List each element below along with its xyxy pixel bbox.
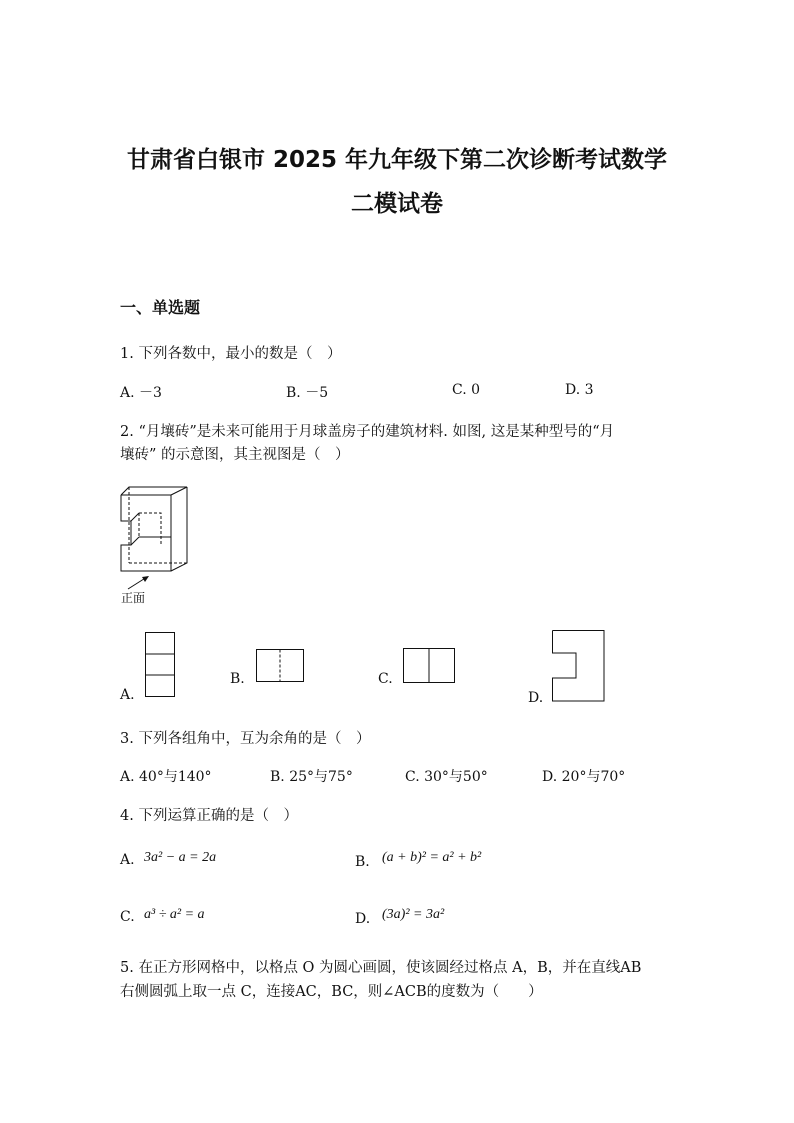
q3-option-b: B. 25°与75°	[270, 769, 353, 785]
document-title-line1: 甘肃省白银市 2025 年九年级下第二次诊断考试数学	[126, 147, 668, 173]
q1-option-b: B. －5	[286, 385, 329, 401]
q4-option-b-label: B.	[355, 854, 370, 870]
q2-option-b-label: B.	[230, 671, 245, 687]
document-title-line2: 二模试卷	[351, 191, 443, 217]
q1-stem: 1. 下列各数中，最小的数是（ ）	[120, 346, 342, 362]
q2-stem-line2: 壤砖” 的示意图，其主视图是（ ）	[120, 447, 350, 463]
q2-option-d-label: D.	[528, 690, 544, 706]
q5-stem-line2: 右侧圆弧上取一点 C，连接AC，BC，则∠ACB的度数为（ ）	[120, 984, 543, 1000]
q4-option-a-label: A.	[120, 852, 135, 868]
section-heading: 一、单选题	[120, 298, 201, 317]
moon-brick-3d-figure	[115, 483, 195, 578]
q3-option-a: A. 40°与140°	[120, 769, 212, 785]
q4-option-a-expression: 3a² − a = 2a	[144, 850, 217, 865]
q3-stem: 3. 下列各组角中，互为余角的是（ ）	[120, 731, 371, 747]
q2-option-c-label: C.	[378, 671, 393, 687]
q4-option-d-label: D.	[355, 911, 371, 927]
q5-stem-line1: 5. 在正方形网格中，以格点 O 为圆心画圆，使该圆经过格点 A，B，并在直线AB	[120, 960, 642, 976]
q2-option-c-figure	[403, 648, 457, 685]
q4-option-c-expression: a³ ÷ a² = a	[144, 907, 205, 922]
q4-option-b-expression: (a + b)² = a² + b²	[382, 850, 482, 865]
q4-option-d-expression: (3a)² = 3a²	[382, 907, 445, 922]
q2-option-d-figure	[552, 630, 607, 703]
q1-option-a: A. －3	[120, 385, 162, 401]
q1-option-d: D. 3	[565, 382, 594, 398]
q2-option-a-figure	[145, 632, 177, 699]
q3-option-c: C. 30°与50°	[405, 769, 488, 785]
q2-option-b-figure	[256, 649, 306, 685]
q2-stem-line1: 2. “月壤砖”是未来可能用于月球盖房子的建筑材料. 如图, 这是某种型号的“月	[120, 424, 615, 440]
q4-stem: 4. 下列运算正确的是（ ）	[120, 808, 298, 824]
q2-option-a-label: A.	[120, 687, 135, 703]
q1-option-c: C. 0	[452, 382, 481, 398]
q3-option-d: D. 20°与70°	[542, 769, 626, 785]
figure-caption: 正面	[121, 591, 146, 605]
q4-option-c-label: C.	[120, 909, 135, 925]
